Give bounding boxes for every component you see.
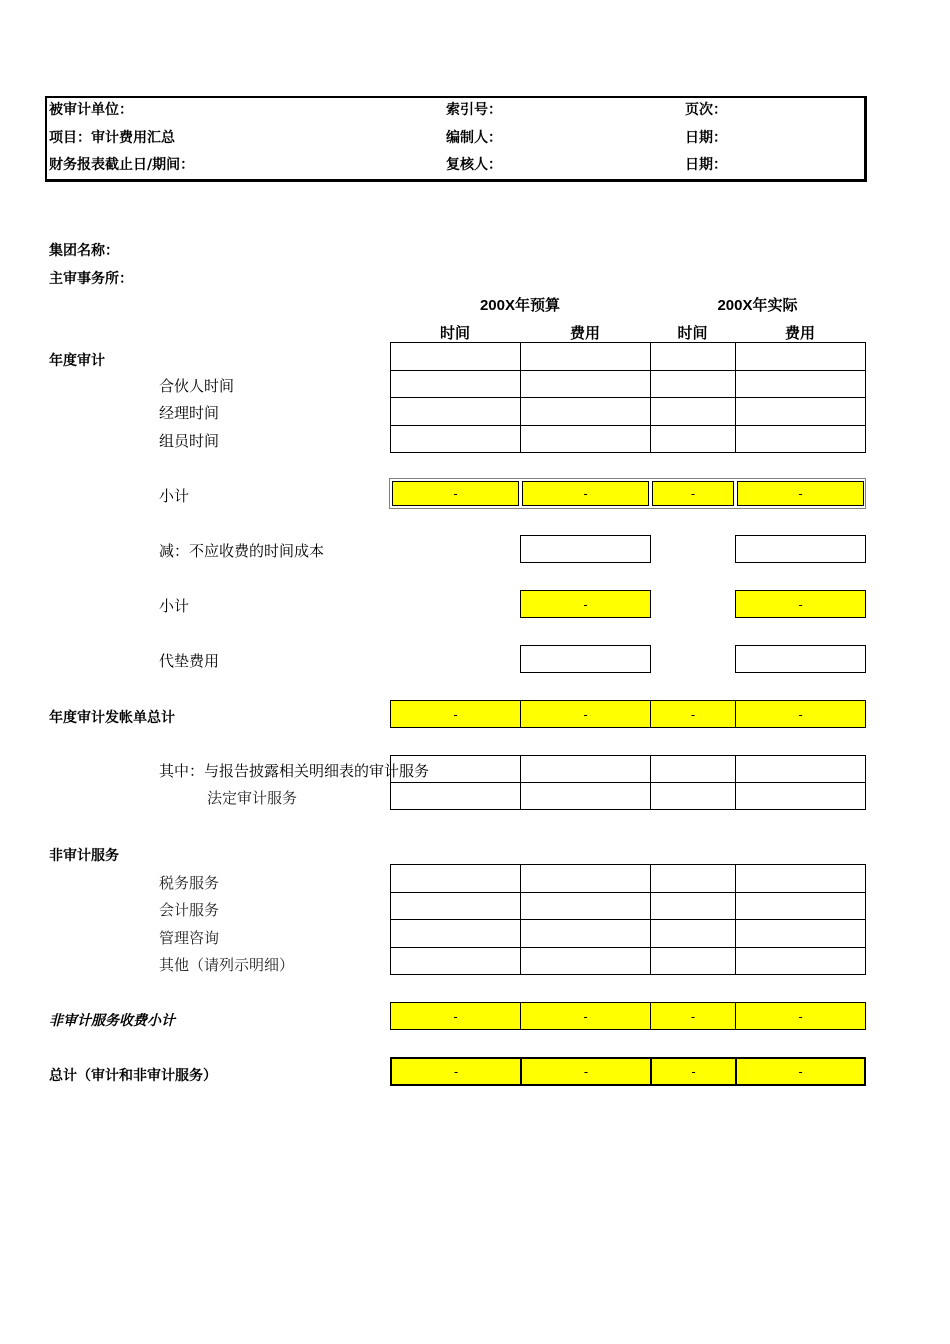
tax-budget-time[interactable] — [390, 864, 521, 893]
actual-year-header: 200X年实际 — [717, 297, 798, 314]
accounting-service-label: 会计服务 — [159, 901, 220, 919]
other-actual-fee[interactable] — [735, 947, 866, 975]
manager-actual-time[interactable] — [650, 397, 736, 426]
prepare-date-label: 日期： — [685, 130, 727, 146]
partner-time-label: 合伙人时间 — [159, 377, 235, 395]
manager-budget-fee[interactable] — [520, 397, 651, 426]
manager-time-label: 经理时间 — [159, 404, 220, 422]
grand-total-budget-fee: - — [520, 1057, 652, 1086]
statutory-audit-label: 法定审计服务 — [207, 789, 298, 807]
partner-budget-fee[interactable] — [520, 370, 651, 398]
statutory-actual-fee[interactable] — [735, 782, 866, 810]
consulting-actual-time[interactable] — [650, 919, 736, 948]
partner-actual-fee[interactable] — [735, 370, 866, 398]
subtotal1-actual-time: - — [652, 481, 734, 506]
other-actual-time[interactable] — [650, 947, 736, 975]
annual-audit-budget-time[interactable] — [390, 342, 521, 371]
non-billable-actual-fee[interactable] — [735, 535, 866, 563]
other-service-label: 其他（请列示明细） — [159, 956, 295, 974]
other-budget-fee[interactable] — [520, 947, 651, 975]
grand-total-label: 总计（审计和非审计服务） — [49, 1068, 217, 1084]
tax-actual-fee[interactable] — [735, 864, 866, 893]
non-audit-subtotal-actual-fee: - — [735, 1002, 866, 1030]
statutory-budget-time[interactable] — [390, 782, 521, 810]
review-date-label: 日期： — [685, 157, 727, 173]
other-budget-time[interactable] — [390, 947, 521, 975]
consulting-actual-fee[interactable] — [735, 919, 866, 948]
accounting-actual-time[interactable] — [650, 892, 736, 920]
preparer-label: 编制人： — [446, 130, 502, 146]
main-firm-label: 主审事务所： — [49, 271, 133, 287]
annual-billing-total-label: 年度审计发帐单总计 — [49, 710, 175, 726]
group-name-label: 集团名称： — [49, 243, 119, 259]
tax-service-label: 税务服务 — [159, 874, 220, 892]
billing-total-budget-fee: - — [520, 700, 651, 728]
actual-time-header: 时间 — [677, 324, 708, 342]
subtotal2-actual-fee: - — [735, 590, 866, 618]
non-billable-budget-fee[interactable] — [520, 535, 651, 563]
staff-actual-time[interactable] — [650, 425, 736, 453]
annual-audit-actual-fee[interactable] — [735, 342, 866, 371]
subtotal1-label: 小计 — [159, 487, 190, 505]
manager-actual-fee[interactable] — [735, 397, 866, 426]
subtotal2-label: 小计 — [159, 597, 190, 615]
subtotal1-budget-time: - — [392, 481, 519, 506]
staff-budget-time[interactable] — [390, 425, 521, 453]
period-label: 财务报表截止日/期间： — [49, 157, 195, 173]
management-consulting-label: 管理咨询 — [159, 929, 220, 947]
billing-total-actual-time: - — [650, 700, 736, 728]
budget-fee-header: 费用 — [569, 324, 600, 342]
accounting-budget-time[interactable] — [390, 892, 521, 920]
tax-budget-fee[interactable] — [520, 864, 651, 893]
billing-total-budget-time: - — [390, 700, 521, 728]
of-which-actual-time[interactable] — [650, 755, 736, 783]
partner-budget-time[interactable] — [390, 370, 521, 398]
subtotal2-budget-fee: - — [520, 590, 651, 618]
budget-time-header: 时间 — [439, 324, 470, 342]
reviewer-label: 复核人： — [446, 157, 502, 173]
non-audit-subtotal-budget-fee: - — [520, 1002, 651, 1030]
budget-year-header: 200X年预算 — [479, 297, 561, 314]
statutory-actual-time[interactable] — [650, 782, 736, 810]
subtotal1-budget-fee: - — [522, 481, 649, 506]
audited-unit-label: 被审计单位： — [49, 102, 133, 118]
tax-actual-time[interactable] — [650, 864, 736, 893]
index-no-label: 索引号： — [446, 102, 502, 118]
staff-time-label: 组员时间 — [159, 432, 220, 450]
accounting-budget-fee[interactable] — [520, 892, 651, 920]
accounting-actual-fee[interactable] — [735, 892, 866, 920]
partner-actual-time[interactable] — [650, 370, 736, 398]
subtotal1-actual-fee: - — [737, 481, 864, 506]
advance-expenses-label: 代垫费用 — [159, 652, 220, 670]
grand-total-actual-fee: - — [735, 1057, 866, 1086]
project-label: 项目：审计费用汇总 — [49, 130, 175, 146]
consulting-budget-fee[interactable] — [520, 919, 651, 948]
non-audit-label: 非审计服务 — [49, 848, 119, 864]
annual-audit-actual-time[interactable] — [650, 342, 736, 371]
billing-total-actual-fee: - — [735, 700, 866, 728]
of-which-label: 其中：与报告披露相关明细表的审计服务 — [159, 762, 430, 780]
annual-audit-label: 年度审计 — [49, 353, 105, 369]
manager-budget-time[interactable] — [390, 397, 521, 426]
staff-budget-fee[interactable] — [520, 425, 651, 453]
actual-fee-header: 费用 — [784, 324, 815, 342]
annual-audit-budget-fee[interactable] — [520, 342, 651, 371]
non-audit-subtotal-actual-time: - — [650, 1002, 736, 1030]
statutory-budget-fee[interactable] — [520, 782, 651, 810]
less-non-billable-label: 减：不应收费的时间成本 — [159, 542, 325, 560]
non-audit-subtotal-label: 非审计服务收费小计 — [49, 1013, 175, 1029]
page-no-label: 页次： — [685, 102, 727, 118]
advance-expenses-budget-fee[interactable] — [520, 645, 651, 673]
grand-total-budget-time: - — [390, 1057, 522, 1086]
of-which-budget-fee[interactable] — [520, 755, 651, 783]
non-audit-subtotal-budget-time: - — [390, 1002, 521, 1030]
grand-total-actual-time: - — [650, 1057, 737, 1086]
staff-actual-fee[interactable] — [735, 425, 866, 453]
consulting-budget-time[interactable] — [390, 919, 521, 948]
of-which-actual-fee[interactable] — [735, 755, 866, 783]
advance-expenses-actual-fee[interactable] — [735, 645, 866, 673]
